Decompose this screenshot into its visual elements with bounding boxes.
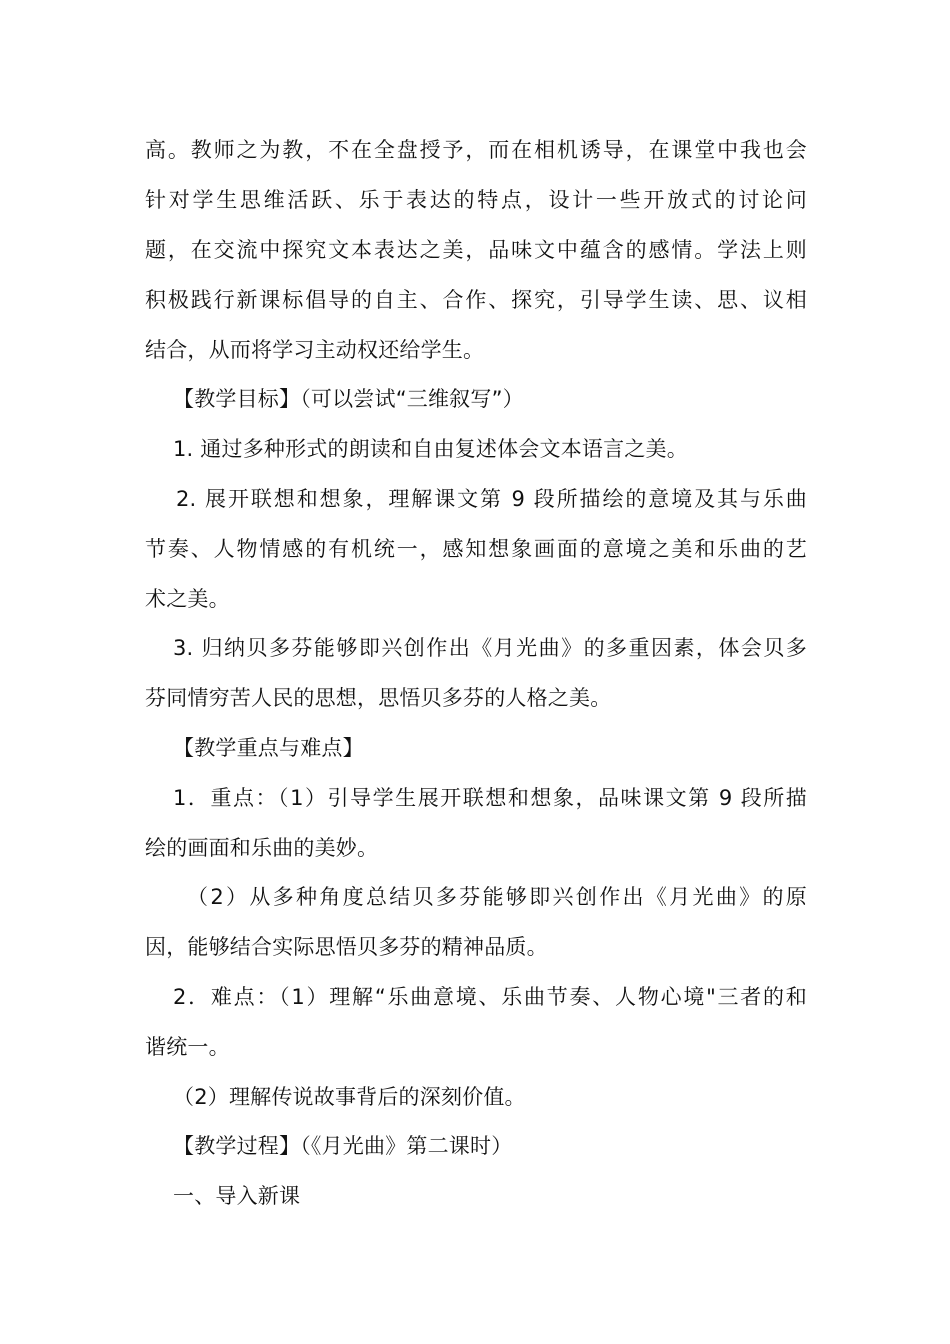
paragraph-line: 结合，从而将学习主动权还给学生。 xyxy=(145,338,485,362)
paragraph-line: 2. 展开联想和想象，理解课文第 9 段所描绘的意境及其与乐曲 xyxy=(176,487,807,511)
paragraph-line: 积极践行新课标倡导的自主、合作、探究，引导学生读、思、议相 xyxy=(145,288,807,312)
paragraph-line: 绘的画面和乐曲的美妙。 xyxy=(145,836,379,860)
paragraph-line: （2）理解传说故事背后的深刻价值。 xyxy=(173,1085,526,1109)
section-heading: 【教学过程】（《月光曲》第二课时） xyxy=(173,1134,513,1158)
section-heading: 【教学目标】（可以尝试“三维叙写”） xyxy=(173,387,524,411)
paragraph-line: （2）从多种角度总结贝多芬能够即兴创作出《月光曲》的原 xyxy=(187,885,807,909)
paragraph-line: 3. 归纳贝多芬能够即兴创作出《月光曲》的多重因素，体会贝多 xyxy=(173,636,807,660)
paragraph-line: 2．难点：（1）理解“乐曲意境、乐曲节奏、人物心境"三者的和 xyxy=(173,985,807,1009)
section-heading: 一、导入新课 xyxy=(173,1184,301,1208)
paragraph-line: 题，在交流中探究文本表达之美，品味文中蕴含的感情。学法上则 xyxy=(145,238,807,262)
paragraph-line: 节奏、人物情感的有机统一，感知想象画面的意境之美和乐曲的艺 xyxy=(145,537,807,561)
paragraph-line: 因，能够结合实际思悟贝多芬的精神品质。 xyxy=(145,935,548,959)
paragraph-line: 1．重点：（1）引导学生展开联想和想象，品味课文第 9 段所描 xyxy=(173,786,807,810)
paragraph-line: 高。教师之为教，不在全盘授予，而在相机诱导，在课堂中我也会 xyxy=(145,138,807,162)
paragraph-line: 芬同情穷苦人民的思想，思悟贝多芬的人格之美。 xyxy=(145,686,612,710)
paragraph-line: 谐统一。 xyxy=(145,1035,230,1059)
section-heading: 【教学重点与难点】 xyxy=(173,736,364,760)
paragraph-line: 术之美。 xyxy=(145,587,230,611)
paragraph-line: 针对学生思维活跃、乐于表达的特点，设计一些开放式的讨论问 xyxy=(145,188,807,212)
paragraph-line: 1. 通过多种形式的朗读和自由复述体会文本语言之美。 xyxy=(173,437,688,461)
